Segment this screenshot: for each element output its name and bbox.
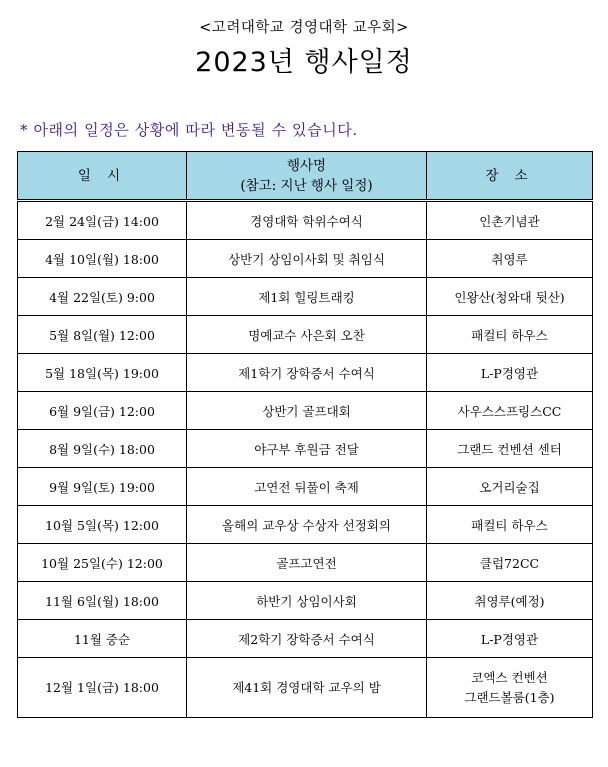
cell-date: 10월 25일(수) 12:00 bbox=[18, 544, 187, 582]
event-schedule-table bbox=[17, 151, 593, 718]
cell-date: 5월 8일(월) 12:00 bbox=[18, 316, 187, 354]
table-row bbox=[18, 240, 593, 278]
column-header-date: 일 시 bbox=[18, 152, 187, 201]
cell-place: 취영루(예정) bbox=[427, 582, 593, 620]
cell-place: 사우스스프링스CC bbox=[427, 392, 593, 430]
cell-event: 고연전 뒤풀이 축제 bbox=[187, 468, 427, 506]
cell-date: 10월 5일(목) 12:00 bbox=[18, 506, 187, 544]
table-row bbox=[18, 354, 593, 392]
column-header-event bbox=[187, 152, 427, 201]
cell-date: 4월 10일(월) 18:00 bbox=[18, 240, 187, 278]
table-row bbox=[18, 430, 593, 468]
cell-date: 4월 22일(토) 9:00 bbox=[18, 278, 187, 316]
cell-date: 11월 6일(월) 18:00 bbox=[18, 582, 187, 620]
table-row bbox=[18, 620, 593, 658]
cell-place: 패컬티 하우스 bbox=[427, 316, 593, 354]
cell-date: 11월 중순 bbox=[18, 620, 187, 658]
cell-event: 명예교수 사은회 오찬 bbox=[187, 316, 427, 354]
table-row bbox=[18, 544, 593, 582]
table-row bbox=[18, 506, 593, 544]
cell-place: L-P경영관 bbox=[427, 620, 593, 658]
cell-place: 취영루 bbox=[427, 240, 593, 278]
cell-date: 5월 18일(목) 19:00 bbox=[18, 354, 187, 392]
cell-place: 인촌기념관 bbox=[427, 201, 593, 240]
cell-date: 9월 9일(토) 19:00 bbox=[18, 468, 187, 506]
table-row bbox=[18, 201, 593, 240]
cell-place: 클럽72CC bbox=[427, 544, 593, 582]
cell-place: 인왕산(청와대 뒷산) bbox=[427, 278, 593, 316]
cell-place: 오거리술집 bbox=[427, 468, 593, 506]
cell-date: 2월 24일(금) 14:00 bbox=[18, 201, 187, 240]
cell-event: 올해의 교우상 수상자 선정회의 bbox=[187, 506, 427, 544]
cell-place: 패컬티 하우스 bbox=[427, 506, 593, 544]
column-header-place: 장 소 bbox=[427, 152, 593, 201]
cell-event: 상반기 상임이사회 및 취임식 bbox=[187, 240, 427, 278]
cell-place-line2: 그랜드볼룸(1층) bbox=[464, 689, 555, 705]
organization-subtitle: <고려대학교 경영대학 교우회> bbox=[199, 20, 409, 36]
table-row bbox=[18, 468, 593, 506]
table-header-row bbox=[18, 152, 593, 201]
cell-event: 제1학기 장학증서 수여식 bbox=[187, 354, 427, 392]
table-row bbox=[18, 278, 593, 316]
table-row bbox=[18, 392, 593, 430]
cell-date: 6월 9일(금) 12:00 bbox=[18, 392, 187, 430]
cell-event: 골프고연전 bbox=[187, 544, 427, 582]
table-row bbox=[18, 316, 593, 354]
cell-place: L-P경영관 bbox=[427, 354, 593, 392]
table-row bbox=[18, 658, 593, 718]
page-title: 2023년 행사일정 bbox=[195, 47, 413, 78]
cell-event: 상반기 골프대회 bbox=[187, 392, 427, 430]
cell-date: 8월 9일(수) 18:00 bbox=[18, 430, 187, 468]
cell-event: 야구부 후원금 전달 bbox=[187, 430, 427, 468]
cell-event: 제1회 힐링트래킹 bbox=[187, 278, 427, 316]
cell-event: 하반기 상임이사회 bbox=[187, 582, 427, 620]
cell-event: 제2학기 장학증서 수여식 bbox=[187, 620, 427, 658]
column-header-event-note: (참고: 지난 행사 일정) bbox=[240, 177, 373, 194]
schedule-notice: * 아래의 일정은 상황에 따라 변동될 수 있습니다. bbox=[20, 121, 358, 139]
column-header-event-title: 행사명 bbox=[286, 157, 327, 174]
table-row bbox=[18, 582, 593, 620]
cell-event: 경영대학 학위수여식 bbox=[187, 201, 427, 240]
cell-place-line1: 코엑스 컨벤션 bbox=[471, 669, 548, 685]
cell-event: 제41회 경영대학 교우의 밤 bbox=[187, 658, 427, 718]
cell-date: 12월 1일(금) 18:00 bbox=[18, 658, 187, 718]
cell-place bbox=[427, 658, 593, 718]
cell-place: 그랜드 컨벤션 센터 bbox=[427, 430, 593, 468]
